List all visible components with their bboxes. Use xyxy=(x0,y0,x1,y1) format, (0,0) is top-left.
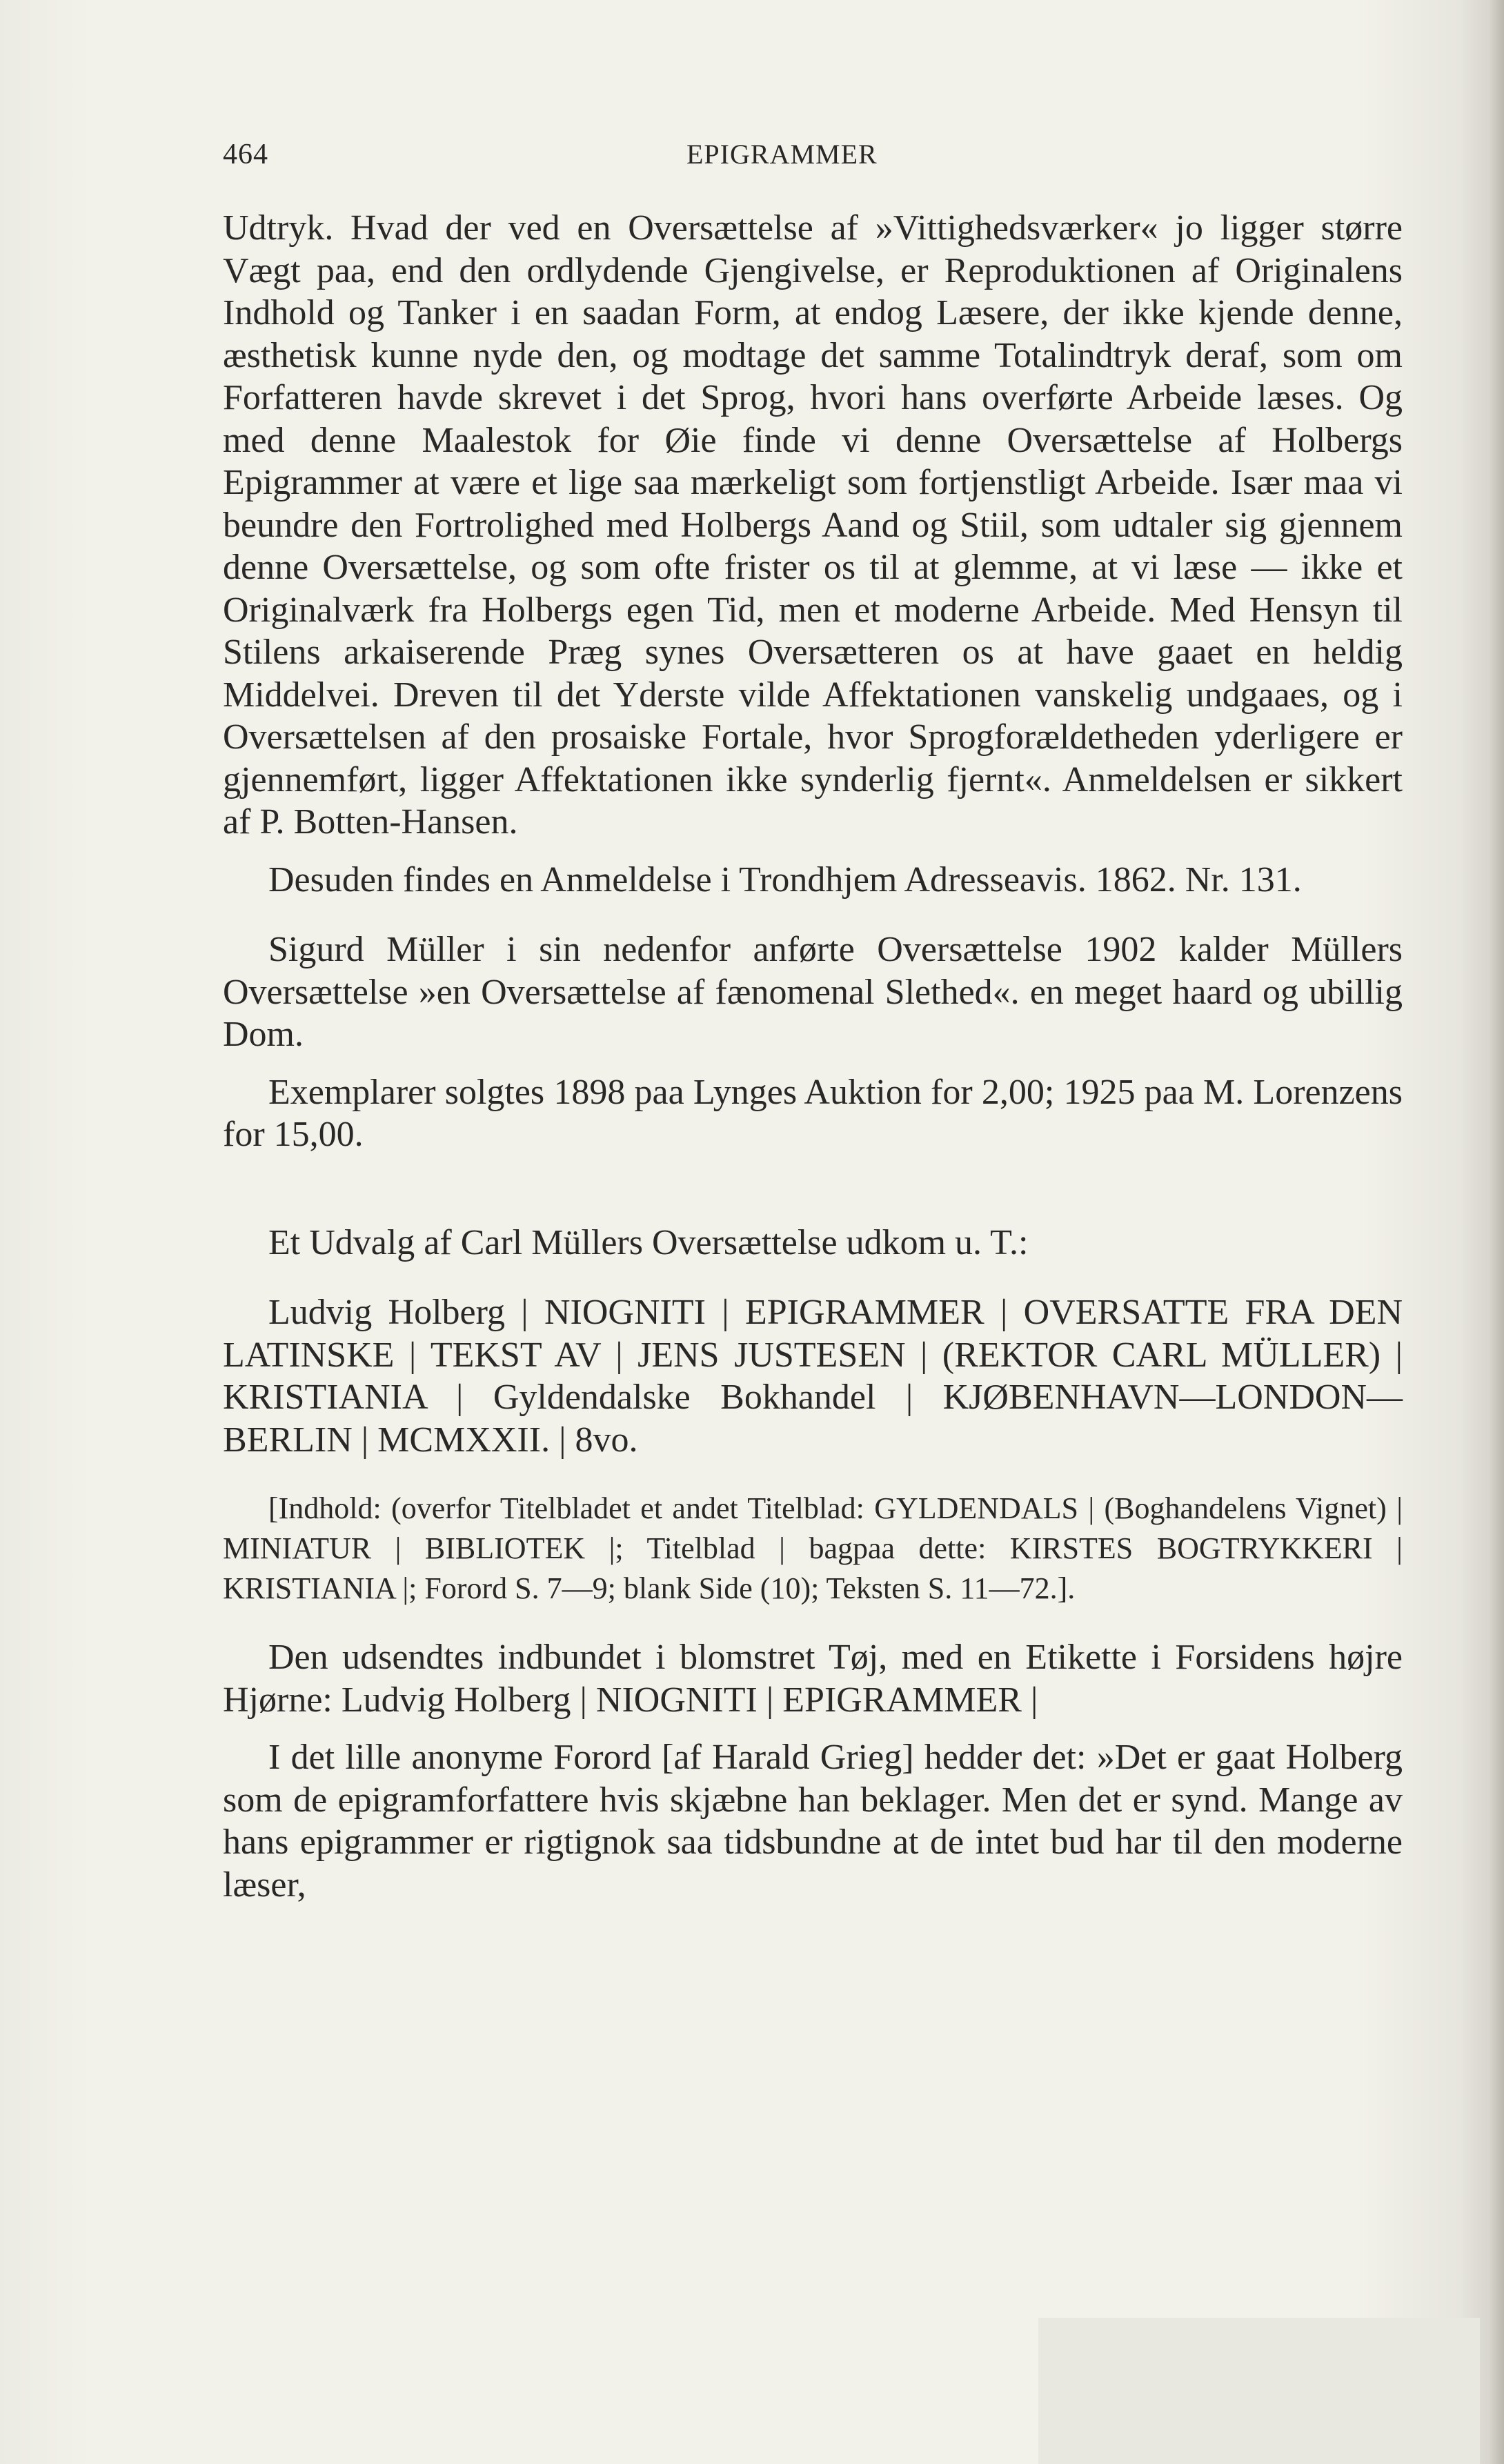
page-edge-shadow xyxy=(1489,0,1504,2464)
paper-patch xyxy=(1038,2318,1480,2464)
paragraph-foreword: I det lille anonyme Forord [af Harald Grieg] hedder det: »Det er gaat Holberg som de epigramforfattere hvis skjæbne han beklager. Men det er synd. Mange av hans epigrammer er rigtignok saa tidsbundne at de intet bud har til den moderne læser, xyxy=(223,1738,1403,1905)
paragraph-selection-intro: Et Udvalg af Carl Müllers Oversættelse udkom u. T.: xyxy=(268,1222,1029,1262)
running-title: EPIGRAMMER xyxy=(686,139,878,170)
body-text xyxy=(223,207,1403,1906)
paragraph-auction-prices: Exemplarer solgtes 1898 paa Lynges Auktion for 2,00; 1925 paa M. Lorenzens for 15,00. xyxy=(223,1072,1403,1154)
page-number: 464 xyxy=(223,139,268,170)
paragraph-title-transcription: Ludvig Holberg | NIOGNITI | EPIGRAMMER | OVERSATTE FRA DEN LATINSKE | TEKST AV | JENS JUSTESEN | (REKTOR CARL MÜLLER) | KRISTIANIA | Gyldendalske Bokhandel | KJØBENHAVN—LONDON—BERLIN | MCMXXII. | 8vo. xyxy=(223,1293,1403,1460)
paragraph-binding: Den udsendtes indbundet i blomstret Tøj, med en Etikette i Forsidens højre Hjørne: Ludvig Holberg | NIOGNITI | EPIGRAMMER | xyxy=(223,1638,1403,1720)
paragraph-contents: [Indhold: (overfor Titelbladet et andet Titelblad: GYLDENDALS | (Boghandelens Vignet) | MINIATUR | BIBLIOTEK |; Titelblad | bagpaa dette: KIRSTES BOGTRYKKERI | KRISTIANIA |; Forord S. 7—9; blank Side (10); Teksten S. 11—72.]. xyxy=(223,1491,1403,1605)
paragraph-sigurd-muller: Sigurd Müller i sin nedenfor anførte Oversættelse 1902 kalder Müllers Oversættelse »en Oversættelse af fænomenal Slethed«. en meget haard og ubillig Dom. xyxy=(223,930,1403,1054)
paragraph-review-quote: Udtryk. Hvad der ved en Oversættelse af »Vittighedsværker« jo ligger større Vægt paa, end den ordlydende Gjengivelse, er Reproduktionen af Originalens Indhold og Tanker i en saadan Form, at endog Læsere, der ikke kjende denne, æsthetisk kunne nyde den, og modtage det samme Totalindtryk deraf, som om Forfatteren havde skrevet i det Sprog, hvori hans overførte Arbeide læses. Og med denne Maalestok for Øie finde vi denne Oversættelse af Holbergs Epigrammer at være et lige saa mærkeligt som fortjenstligt Arbeide. Især maa vi beundre den Fortrolighed med Holbergs Aand og Stiil, som udtaler sig gjennem denne Oversættelse, og som ofte frister os til at glemme, at vi læse — ikke et Originalværk fra Holbergs egen Tid, men et moderne Arbeide. Med Hensyn til Stilens arkaiserende Præg synes Oversætteren os at have gaaet en heldig Middelvei. Dreven til det Yderste vilde Affektationen vanskelig undgaaes, og i Oversættelsen af den prosaiske Fortale, hvor Sprogforældetheden yderligere er gjennemført, ligger Affektationen ikke synderlig fjernt«. Anmeldelsen er sikkert af P. Botten-Hansen. xyxy=(223,208,1403,842)
paragraph-trondhjem-review: Desuden findes en Anmeldelse i Trondhjem Adresseavis. 1862. Nr. 131. xyxy=(268,860,1302,900)
